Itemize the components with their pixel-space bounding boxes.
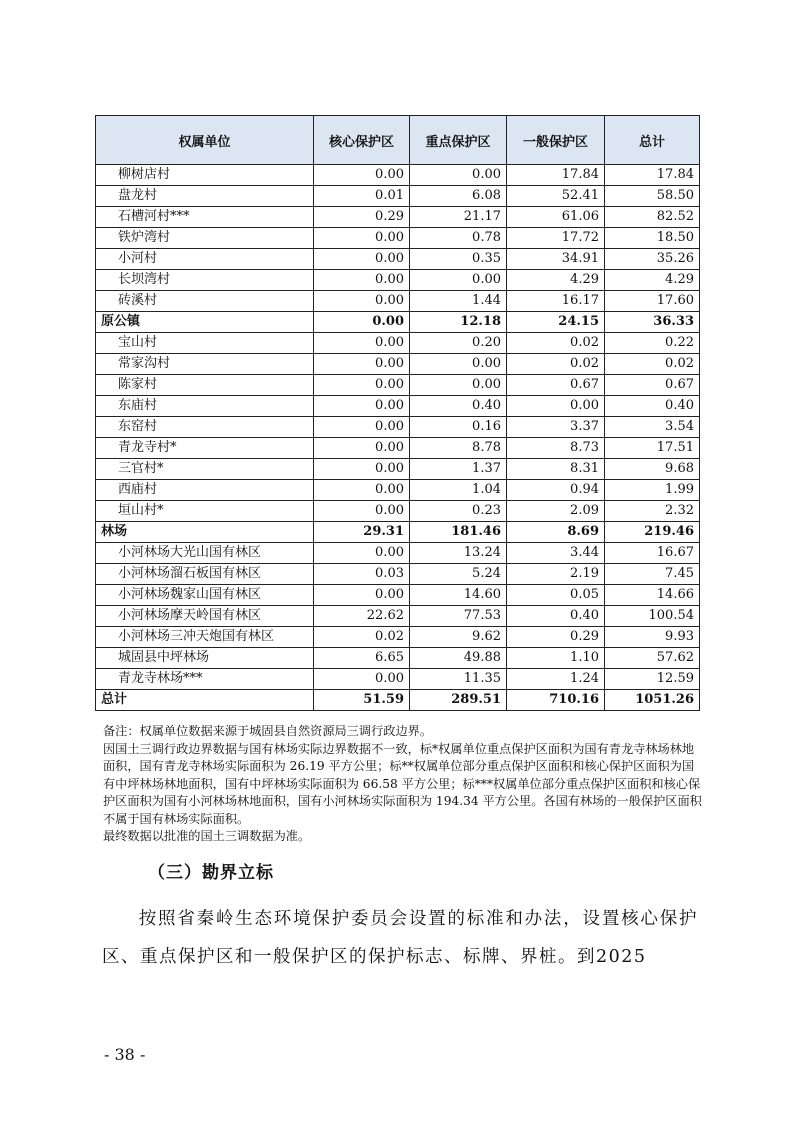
cell-owner-unit: 小河林场溜石板国有林区: [96, 564, 314, 585]
cell-owner-unit: 长坝湾村: [96, 270, 314, 291]
table-row: [96, 249, 700, 270]
cell-general-zone: 0.94: [507, 480, 605, 501]
cell-owner-unit: 林场: [96, 522, 314, 543]
cell-owner-unit: 小河林场三冲天炮国有林区: [96, 627, 314, 648]
cell-general-zone: 0.02: [507, 333, 605, 354]
cell-general-zone: 0.40: [507, 606, 605, 627]
cell-key-zone: 0.00: [410, 165, 507, 186]
cell-general-zone: 1.24: [507, 669, 605, 690]
cell-total: 17.60: [605, 291, 700, 312]
cell-owner-unit: 小河村: [96, 249, 314, 270]
cell-core-zone: 0.00: [314, 438, 410, 459]
cell-general-zone: 3.37: [507, 417, 605, 438]
header-total: 总计: [605, 116, 700, 165]
header-core-zone: 核心保护区: [314, 116, 410, 165]
cell-owner-unit: 柳树店村: [96, 165, 314, 186]
table-row: [96, 648, 700, 669]
cell-key-zone: 77.53: [410, 606, 507, 627]
cell-key-zone: 21.17: [410, 207, 507, 228]
cell-core-zone: 0.00: [314, 333, 410, 354]
table-row: [96, 396, 700, 417]
cell-total: 14.66: [605, 585, 700, 606]
section-heading: （三）勘界立标: [148, 863, 274, 883]
cell-key-zone: 6.08: [410, 186, 507, 207]
cell-total: 58.50: [605, 186, 700, 207]
cell-core-zone: 0.00: [314, 543, 410, 564]
cell-core-zone: 0.00: [314, 270, 410, 291]
cell-key-zone: 0.35: [410, 249, 507, 270]
cell-key-zone: 0.16: [410, 417, 507, 438]
table-row: [96, 585, 700, 606]
table-row: [96, 186, 700, 207]
table-row: [96, 501, 700, 522]
cell-key-zone: 14.60: [410, 585, 507, 606]
cell-core-zone: 29.31: [314, 522, 410, 543]
cell-key-zone: 0.00: [410, 270, 507, 291]
table-row: [96, 669, 700, 690]
cell-core-zone: 51.59: [314, 690, 410, 711]
cell-total: 0.40: [605, 396, 700, 417]
table-body: [96, 165, 700, 711]
cell-total: 1051.26: [605, 690, 700, 711]
cell-key-zone: 0.20: [410, 333, 507, 354]
cell-owner-unit: 盘龙村: [96, 186, 314, 207]
table-row: [96, 375, 700, 396]
cell-key-zone: 12.18: [410, 312, 507, 333]
cell-total: 4.29: [605, 270, 700, 291]
table-row: [96, 606, 700, 627]
cell-key-zone: 181.46: [410, 522, 507, 543]
cell-total: 57.62: [605, 648, 700, 669]
cell-owner-unit: 东庙村: [96, 396, 314, 417]
cell-general-zone: 1.10: [507, 648, 605, 669]
cell-key-zone: 0.40: [410, 396, 507, 417]
cell-owner-unit: 青龙寺村*: [96, 438, 314, 459]
cell-general-zone: 8.31: [507, 459, 605, 480]
cell-owner-unit: 小河林场摩天岭国有林区: [96, 606, 314, 627]
cell-total: 2.32: [605, 501, 700, 522]
cell-core-zone: 0.01: [314, 186, 410, 207]
table-row: [96, 228, 700, 249]
cell-key-zone: 49.88: [410, 648, 507, 669]
cell-owner-unit: 小河林场魏家山国有林区: [96, 585, 314, 606]
cell-core-zone: 0.00: [314, 417, 410, 438]
cell-total: 17.84: [605, 165, 700, 186]
cell-core-zone: 0.00: [314, 501, 410, 522]
cell-core-zone: 0.03: [314, 564, 410, 585]
table-row: [96, 312, 700, 333]
cell-key-zone: 13.24: [410, 543, 507, 564]
cell-core-zone: 0.00: [314, 669, 410, 690]
cell-general-zone: 8.69: [507, 522, 605, 543]
cell-key-zone: 9.62: [410, 627, 507, 648]
cell-total: 82.52: [605, 207, 700, 228]
body-text: [102, 900, 698, 976]
cell-key-zone: 1.44: [410, 291, 507, 312]
cell-owner-unit: 城固县中坪林场: [96, 648, 314, 669]
cell-key-zone: 289.51: [410, 690, 507, 711]
cell-owner-unit: 西庙村: [96, 480, 314, 501]
table-row: [96, 270, 700, 291]
cell-general-zone: 3.44: [507, 543, 605, 564]
cell-core-zone: 6.65: [314, 648, 410, 669]
cell-general-zone: 4.29: [507, 270, 605, 291]
table-row: [96, 627, 700, 648]
cell-total: 35.26: [605, 249, 700, 270]
cell-owner-unit: 陈家村: [96, 375, 314, 396]
note-source: 备注：权属单位数据来源于城固县自然资源局三调行政边界。: [103, 724, 433, 738]
cell-core-zone: 0.00: [314, 249, 410, 270]
cell-general-zone: 710.16: [507, 690, 605, 711]
cell-key-zone: 0.00: [410, 354, 507, 375]
table-row: [96, 333, 700, 354]
cell-total: 9.68: [605, 459, 700, 480]
table-row: [96, 291, 700, 312]
body-paragraph: 按照省秦岭生态环境保护委员会设置的标准和办法，设置核心保护区、重点保护区和一般保护区的保护标志、标牌、界桩。到2025: [102, 909, 698, 967]
protection-area-table: [95, 115, 700, 711]
cell-core-zone: 0.00: [314, 375, 410, 396]
table-row: [96, 438, 700, 459]
cell-owner-unit: 总计: [96, 690, 314, 711]
cell-owner-unit: 三官村*: [96, 459, 314, 480]
cell-key-zone: 0.23: [410, 501, 507, 522]
cell-total: 12.59: [605, 669, 700, 690]
cell-key-zone: 11.35: [410, 669, 507, 690]
cell-core-zone: 0.00: [314, 312, 410, 333]
cell-general-zone: 52.41: [507, 186, 605, 207]
table-row: [96, 354, 700, 375]
cell-owner-unit: 砖溪村: [96, 291, 314, 312]
cell-core-zone: 0.00: [314, 228, 410, 249]
table-row: [96, 564, 700, 585]
header-general-zone: 一般保护区: [507, 116, 605, 165]
cell-key-zone: 8.78: [410, 438, 507, 459]
cell-general-zone: 24.15: [507, 312, 605, 333]
cell-general-zone: 0.00: [507, 396, 605, 417]
cell-general-zone: 0.29: [507, 627, 605, 648]
cell-total: 219.46: [605, 522, 700, 543]
header-key-zone: 重点保护区: [410, 116, 507, 165]
cell-total: 0.67: [605, 375, 700, 396]
cell-total: 7.45: [605, 564, 700, 585]
table-row: [96, 690, 700, 711]
cell-total: 36.33: [605, 312, 700, 333]
table-row: [96, 207, 700, 228]
cell-general-zone: 17.84: [507, 165, 605, 186]
cell-total: 17.51: [605, 438, 700, 459]
table-row: [96, 543, 700, 564]
cell-owner-unit: 宝山村: [96, 333, 314, 354]
header-owner-unit: 权属单位: [96, 116, 314, 165]
cell-key-zone: 0.78: [410, 228, 507, 249]
cell-key-zone: 5.24: [410, 564, 507, 585]
cell-total: 3.54: [605, 417, 700, 438]
cell-core-zone: 0.00: [314, 480, 410, 501]
cell-general-zone: 17.72: [507, 228, 605, 249]
cell-total: 0.22: [605, 333, 700, 354]
cell-owner-unit: 东窑村: [96, 417, 314, 438]
note-final: 最终数据以批准的国土三调数据为准。: [103, 829, 311, 843]
table-row: [96, 417, 700, 438]
cell-core-zone: 0.00: [314, 165, 410, 186]
cell-owner-unit: 原公镇: [96, 312, 314, 333]
cell-core-zone: 0.02: [314, 627, 410, 648]
cell-core-zone: 22.62: [314, 606, 410, 627]
cell-total: 100.54: [605, 606, 700, 627]
cell-owner-unit: 铁炉湾村: [96, 228, 314, 249]
cell-total: 1.99: [605, 480, 700, 501]
cell-general-zone: 0.02: [507, 354, 605, 375]
cell-general-zone: 16.17: [507, 291, 605, 312]
note-explanation: 因国土三调行政边界数据与国有林场实际边界数据不一致，标*权属单位重点保护区面积为国有青龙寺林场林地面积，国有青龙寺林场实际面积为 26.19 平方公里；标**权属单位部分重点保护区面积和核心保护区面积为国有中坪林场林地面积，国有中坪林场实际面积为 66.58 平方公里；标***权属单位部分重点保护区面积和核心保护区面积为国有小河林场林地面积，国有小河林场实际面积为 194.34 平方公里。各国有林场的一般保护区面积不属于国有林场实际面积。: [103, 741, 702, 826]
cell-owner-unit: 石槽河村***: [96, 207, 314, 228]
cell-core-zone: 0.00: [314, 459, 410, 480]
table-notes: [103, 723, 703, 846]
cell-general-zone: 0.05: [507, 585, 605, 606]
cell-general-zone: 0.67: [507, 375, 605, 396]
table-row: [96, 480, 700, 501]
cell-core-zone: 0.00: [314, 354, 410, 375]
cell-key-zone: 1.04: [410, 480, 507, 501]
table-header-row: [96, 116, 700, 165]
cell-key-zone: 0.00: [410, 375, 507, 396]
cell-total: 0.02: [605, 354, 700, 375]
cell-general-zone: 2.09: [507, 501, 605, 522]
cell-owner-unit: 常家沟村: [96, 354, 314, 375]
cell-core-zone: 0.00: [314, 291, 410, 312]
cell-general-zone: 2.19: [507, 564, 605, 585]
cell-total: 16.67: [605, 543, 700, 564]
cell-general-zone: 61.06: [507, 207, 605, 228]
cell-key-zone: 1.37: [410, 459, 507, 480]
table-row: [96, 522, 700, 543]
cell-core-zone: 0.00: [314, 396, 410, 417]
cell-core-zone: 0.00: [314, 585, 410, 606]
table-row: [96, 459, 700, 480]
cell-general-zone: 8.73: [507, 438, 605, 459]
cell-general-zone: 34.91: [507, 249, 605, 270]
protection-area-table-container: [95, 115, 699, 711]
cell-total: 9.93: [605, 627, 700, 648]
cell-total: 18.50: [605, 228, 700, 249]
table-row: [96, 165, 700, 186]
cell-owner-unit: 小河林场大光山国有林区: [96, 543, 314, 564]
cell-owner-unit: 垣山村*: [96, 501, 314, 522]
cell-owner-unit: 青龙寺林场***: [96, 669, 314, 690]
page-number: - 38 -: [104, 1045, 146, 1064]
cell-core-zone: 0.29: [314, 207, 410, 228]
